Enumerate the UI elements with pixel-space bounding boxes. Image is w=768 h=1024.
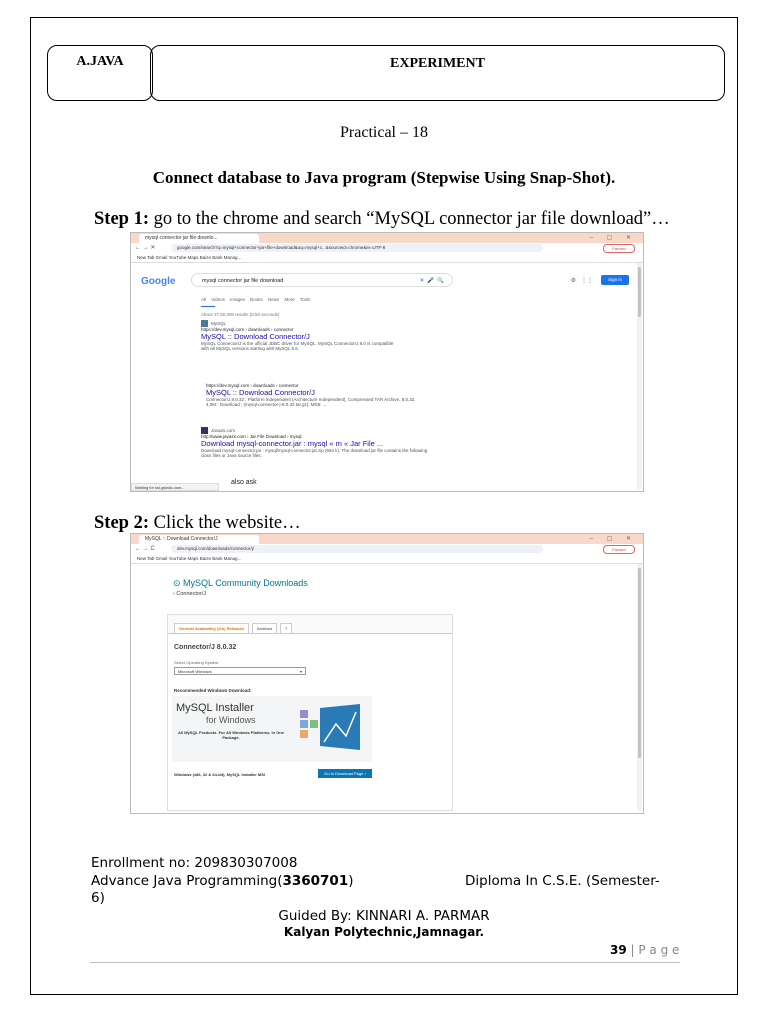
search-result-1[interactable] [201,320,401,351]
step-2-text: Click the website… [149,513,301,533]
installer-title: MySQL Installer [176,702,254,714]
recommended-label: Recommended Windows Download: [174,688,252,693]
bookmarks-bar: New Tab Gmail YouTube Maps Baize Bank Manag... [131,253,643,263]
tab-archives[interactable]: Archives [252,623,277,634]
window-controls[interactable]: – ▢ ✕ [589,536,637,542]
download-panel [167,614,453,811]
window-controls[interactable]: – ▢ ✕ [589,235,637,241]
windows-msi-row: Windows (x86, 32 & 64-bit), MySQL Installer MSI [174,772,266,777]
step-2 [94,513,301,534]
google-logo [141,276,175,287]
step-1-text: go to the chrome and search “MySQL connector jar file download”… [149,209,670,229]
browser-tab[interactable]: MySQL :: Download Connector/J [139,535,259,544]
enrollment-number: 209830307008 [194,855,298,871]
step-1 [94,209,670,230]
subject-name: Advance Java Programming( [91,873,283,889]
paused-badge[interactable]: Paused [603,244,635,253]
page-number-value: 39 [610,943,627,957]
installer-subtitle: for Windows [206,715,256,725]
address-bar [131,243,643,253]
breadcrumb[interactable]: ‹ Connector/J [173,591,207,597]
subject-code: 3360701 [282,873,349,889]
settings-icon[interactable]: ⚙ ⋮⋮ [570,278,593,284]
result-link[interactable]: Download mysql-connector.jar : mysql « m « Jar File ... [201,439,384,448]
page-number [610,943,679,957]
result-cite: https://dev.mysql.com › downloads › connector [206,383,299,388]
search-result-2[interactable] [206,383,416,407]
result-site: MySQL [211,320,227,326]
screenshot-mysql-downloads [130,533,644,814]
header-right-box [150,45,725,101]
browser-tabbar [131,534,643,544]
result-link[interactable]: MySQL :: Download Connector/J [201,332,310,341]
page-border [30,17,738,995]
java2s-favicon-icon [201,427,208,434]
screenshot-google-search [130,232,644,492]
subject-close: ) [348,873,354,889]
tab-ga-releases[interactable]: General Availability (GA) Releases [174,623,249,634]
google-logo-text: Google [141,276,176,287]
result-stats: About 37,50,000 results (0.50 seconds) [201,312,280,317]
page-title: Connect database to Java program (Stepwise Using Snap-Shot). [152,168,616,187]
browser-tabbar [131,233,643,243]
search-result-3[interactable] [201,427,431,458]
mysql-title-text: MySQL Community Downloads [183,578,308,588]
header-left-box [47,45,153,101]
paused-badge[interactable]: Paused [603,545,635,554]
scrollbar[interactable] [637,263,642,489]
url-field[interactable]: dev.mysql.com/downloads/connector/j/ [171,545,543,553]
version-heading: Connector/J 8.0.32 [174,644,237,651]
os-select-value: Microsoft Windows [178,669,212,674]
semester-line: 6) [91,890,105,906]
header-right-text: EXPERIMENT [390,56,485,71]
practical-number: Practical – 18 [340,124,428,141]
nav-arrows-icon[interactable]: ← → C [135,546,155,552]
address-bar [131,544,643,554]
search-query: mysql connector jar file download [202,278,284,284]
bookmarks-bar: New Tab Gmail YouTube Maps Baize Bank Manag... [131,554,643,564]
panel-body [168,633,452,810]
result-desc: Connector/J 8.0.32 ; Platform Independent (Architecture Independent), Compressed TAR Archive, 8.0.32, 4.0M ; Download ; (mysql-connector-j-8.0.32.tar.gz), MD5: ... [206,397,416,407]
sign-in-button[interactable]: Sign in [601,275,629,285]
go-to-download-button[interactable]: Go to Download Page › [318,769,372,778]
status-bar: Waiting for ssl.gstatic.com... [131,483,219,491]
scrollbar-thumb[interactable] [638,568,641,758]
search-input[interactable] [191,273,453,287]
diploma-line: Diploma In C.S.E. (Semester- [465,873,660,889]
os-select-label: Select Operating System: [174,660,220,665]
scrollbar[interactable] [637,564,642,811]
guided-by: Guided By: KINNARI A. PARMAR [278,908,490,924]
result-cite: http://www.java2s.com › Jar File Download › mysql [201,434,302,439]
installer-banner[interactable] [172,696,372,762]
info-icon[interactable]: ? [280,623,292,634]
step-1-label: Step 1: [94,209,149,229]
os-select[interactable] [174,667,306,675]
enrollment-label: Enrollment no: [91,855,195,871]
enrollment-line [91,855,297,871]
result-desc: Download mysql-connector.jar : mysql/mysql-connector.jar.zip (564 k). The download jar file contains the following class files or Java source files. [201,448,428,458]
header-left-text: A.JAVA [76,54,124,69]
mysql-downloads-title [173,578,308,589]
people-also-ask: also ask [231,479,257,486]
footer-divider [90,962,680,963]
nav-arrows-icon[interactable]: ← → ✕ [135,245,156,251]
scrollbar-thumb[interactable] [638,267,641,317]
search-tabs[interactable]: All Videos Images Books News More Tools [201,297,311,302]
windows-installer-logo-icon [300,702,362,752]
active-tab-underline [201,306,215,307]
installer-tagline: All MySQL Products. For All Windows Platforms. In One Package. [178,730,284,740]
search-icon[interactable]: ✕ 🎤 🔍 [419,278,444,284]
result-site: Java2s.com [211,427,236,433]
result-desc: MySQL Connector/J is the official JDBC driver for MySQL. MySQL Connector/J 8.0 is compatible with all MySQL versions starting with MySQL 5.6. [201,341,394,351]
step-2-label: Step 2: [94,513,149,533]
result-link[interactable]: MySQL :: Download Connector/J [206,388,315,397]
browser-tab[interactable]: mysql connector jar file downlo... [139,234,259,243]
download-circle-icon: ⊙ [173,578,184,588]
result-cite: https://dev.mysql.com › downloads › connector [201,327,294,332]
chevron-down-icon: ▾ [299,669,302,674]
college-name: Kalyan Polytechnic,Jamnagar. [283,925,485,939]
url-field[interactable]: google.com/search?q=mysql+connector+jar+file+download&oq=mysql+c...&sourceid=chrome&ie=UTF-8 [171,244,543,252]
mysql-favicon-icon [201,320,208,327]
page-word: | P a g e [626,943,680,957]
subject-line [91,873,354,889]
